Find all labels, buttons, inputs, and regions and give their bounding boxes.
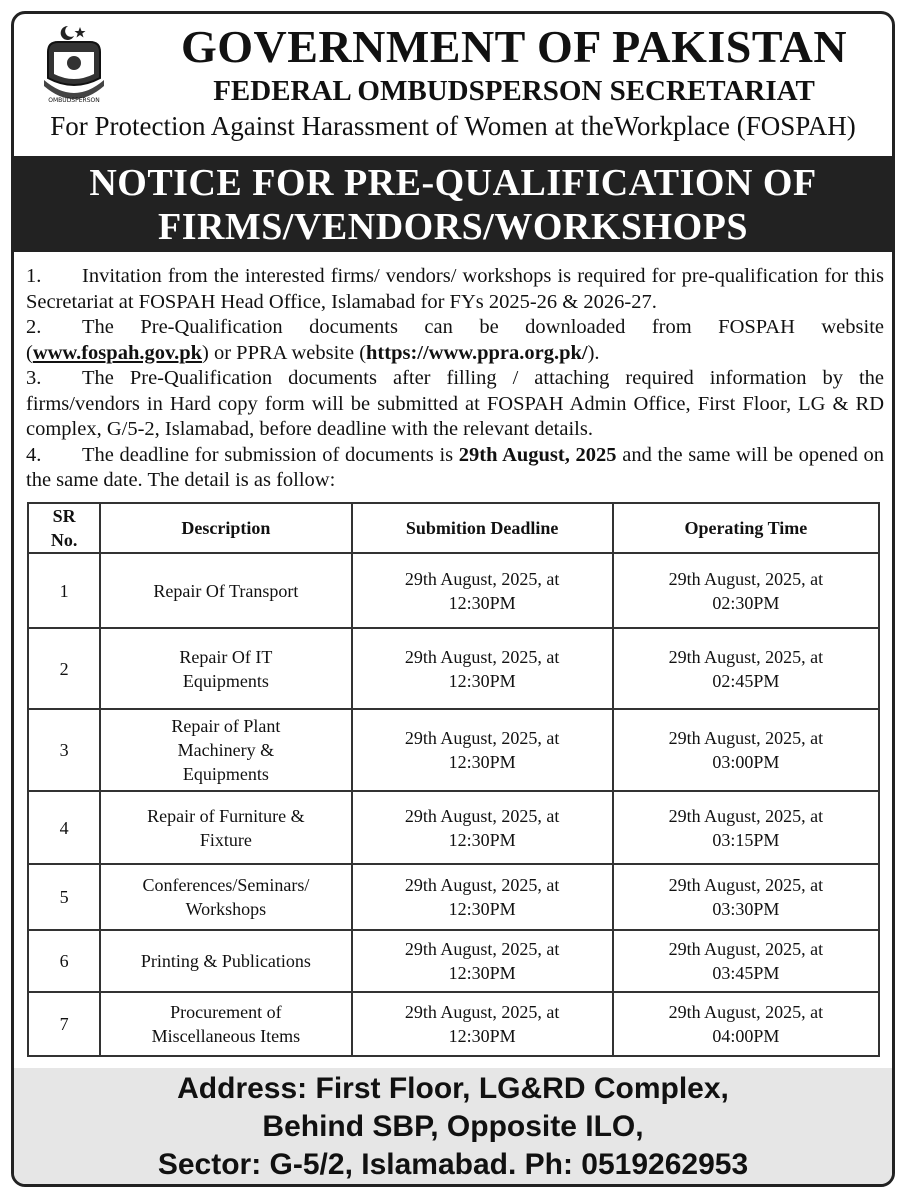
cell-deadline: [352, 709, 613, 791]
cell-line: Repair of Furniture &: [147, 805, 305, 826]
cell-description: Printing & Publications: [100, 930, 351, 992]
cell-line: Fixture: [199, 829, 252, 850]
cell-deadline: [352, 930, 613, 992]
cell-line: Procurement of: [170, 1002, 282, 1022]
cell-description: [100, 864, 351, 930]
cell-line: 29th August, 2025, at: [668, 728, 824, 748]
paragraph-3: [26, 366, 884, 443]
cell-line: Repair of Plant: [171, 716, 281, 736]
cell-operating: [613, 992, 879, 1056]
paragraph-text: The Pre-Qualification documents after filling / attaching required information by the firms/vendors in Hard copy form will be submitted at FOSPAH Admin Office, First Floor, LG & RD complex, G/5-2, Islamabad, before deadline with the relevant details.: [26, 367, 884, 440]
paragraph-text: ) or PPRA website (: [202, 341, 367, 364]
cell-operating: [613, 709, 879, 791]
header-operating: Operating Time: [613, 503, 879, 553]
cell-line: 12:30PM: [448, 899, 516, 919]
schedule-table: [27, 502, 880, 1057]
cell-deadline: [352, 628, 613, 709]
cell-line: 12:30PM: [448, 592, 516, 613]
cell-deadline: [352, 553, 613, 628]
cell-operating: [613, 930, 879, 992]
table-row: [28, 709, 879, 791]
cell-line: 29th August, 2025, at: [668, 805, 824, 826]
header-tagline: For Protection Against Harassment of Women at theWorkplace (FOSPAH): [50, 111, 856, 141]
header-subtitle: FEDERAL OMBUDSPERSON SECRETARIAT: [213, 75, 815, 107]
paragraph-text: The Pre-Qualification documents can be downloaded from FOSPAH website (: [26, 316, 884, 364]
header-deadline: Submition Deadline: [352, 503, 613, 553]
cell-line: 03:00PM: [712, 752, 780, 772]
cell-line: 12:30PM: [448, 1026, 516, 1046]
cell-line: 03:15PM: [712, 829, 780, 850]
ppra-website-link[interactable]: https://www.ppra.org.pk/: [366, 341, 588, 364]
footer-line-1: Address: First Floor, LG&RD Complex,: [177, 1072, 729, 1105]
cell-line: 02:30PM: [712, 592, 780, 613]
cell-description: [100, 791, 351, 864]
paragraph-2: [26, 315, 884, 366]
cell-line: 29th August, 2025, at: [668, 875, 824, 895]
cell-line: 03:45PM: [712, 963, 780, 983]
cell-description: [100, 992, 351, 1056]
cell-line: Equipments: [182, 764, 269, 784]
notice-banner: [14, 156, 892, 252]
cell-line: 29th August, 2025, at: [404, 875, 560, 895]
cell-description: [100, 628, 351, 709]
header-sr: [28, 503, 100, 553]
paragraph-number: 4.: [26, 443, 42, 466]
cell-sr: 2: [28, 628, 100, 709]
header-sr-line: No.: [50, 530, 78, 550]
cell-line: 29th August, 2025, at: [404, 728, 560, 748]
cell-line: 29th August, 2025, at: [404, 1002, 560, 1022]
header-sr-line: SR: [52, 506, 76, 526]
cell-deadline: [352, 864, 613, 930]
cell-line: 29th August, 2025, at: [668, 939, 824, 959]
cell-sr: 6: [28, 930, 100, 992]
cell-sr: 7: [28, 992, 100, 1056]
banner-line-2: FIRMS/VENDORS/WORKSHOPS: [157, 206, 749, 248]
paragraph-number: 1.: [26, 265, 42, 287]
cell-line: 04:00PM: [712, 1026, 780, 1046]
cell-line: 12:30PM: [448, 963, 516, 983]
paragraph-text: and the same will be opened on the same date. The detail is as follow:: [26, 443, 884, 491]
notice-body: [26, 264, 884, 494]
paragraph-1: [26, 264, 884, 315]
cell-line: Repair Of IT: [179, 646, 273, 667]
cell-operating: [613, 864, 879, 930]
cell-sr: 1: [28, 553, 100, 628]
cell-line: 29th August, 2025, at: [668, 1002, 824, 1022]
cell-line: 12:30PM: [448, 752, 516, 772]
table-row: [28, 628, 879, 709]
cell-line: 29th August, 2025, at: [404, 568, 560, 589]
cell-deadline: [352, 992, 613, 1056]
header: [14, 14, 892, 156]
cell-sr: 3: [28, 709, 100, 791]
cell-line: 03:30PM: [712, 899, 780, 919]
paragraph-text: Invitation from the interested firms/ vendors/ workshops is required for pre-qualification for this Secretariat at FOSPAH Head Office, Islamabad for FYs 2025-26 & 2026-27.: [26, 265, 884, 313]
cell-line: Machinery &: [177, 740, 275, 760]
cell-operating: [613, 553, 879, 628]
cell-line: 29th August, 2025, at: [668, 568, 824, 589]
notice-frame: [11, 11, 895, 1187]
cell-operating: [613, 628, 879, 709]
logo-label: OMBUDSPERSON: [48, 97, 100, 104]
cell-line: 12:30PM: [448, 829, 516, 850]
cell-line: 02:45PM: [712, 670, 780, 691]
cell-operating: [613, 791, 879, 864]
header-title: GOVERNMENT OF PAKISTAN: [180, 21, 848, 72]
footer-line-2: Behind SBP, Opposite ILO,: [262, 1110, 644, 1143]
cell-deadline: [352, 791, 613, 864]
cell-line: Miscellaneous Items: [151, 1026, 301, 1046]
cell-description: [100, 709, 351, 791]
cell-sr: 4: [28, 791, 100, 864]
cell-line: Equipments: [182, 670, 269, 691]
table-row: [28, 553, 879, 628]
cell-line: 29th August, 2025, at: [404, 646, 560, 667]
paragraph-4: [26, 443, 884, 494]
cell-line: 12:30PM: [448, 670, 516, 691]
banner-line-1: NOTICE FOR PRE-QUALIFICATION OF: [89, 162, 817, 204]
table-row: [28, 864, 879, 930]
cell-line: 29th August, 2025, at: [404, 805, 560, 826]
table-row: [28, 992, 879, 1056]
deadline-date: 29th August, 2025: [458, 443, 617, 466]
cell-description: Repair Of Transport: [100, 553, 351, 628]
table-row: [28, 791, 879, 864]
table-header-row: [28, 503, 879, 553]
cell-line: 29th August, 2025, at: [668, 646, 824, 667]
ombudsperson-emblem-icon: [38, 22, 110, 112]
footer-line-3: Sector: G-5/2, Islamabad. Ph: 0519262953: [157, 1148, 749, 1181]
paragraph-number: 2.: [26, 316, 42, 338]
paragraph-text: The deadline for submission of documents is: [82, 443, 459, 466]
cell-line: Workshops: [185, 899, 267, 919]
fospah-website-link[interactable]: www.fospah.gov.pk: [32, 341, 203, 364]
cell-sr: 5: [28, 864, 100, 930]
cell-line: 29th August, 2025, at: [404, 939, 560, 959]
paragraph-text: ).: [587, 341, 600, 364]
table-row: [28, 930, 879, 992]
cell-line: Conferences/Seminars/: [142, 875, 310, 895]
address-footer: [14, 1068, 892, 1187]
paragraph-number: 3.: [26, 367, 42, 389]
header-description: Description: [100, 503, 351, 553]
